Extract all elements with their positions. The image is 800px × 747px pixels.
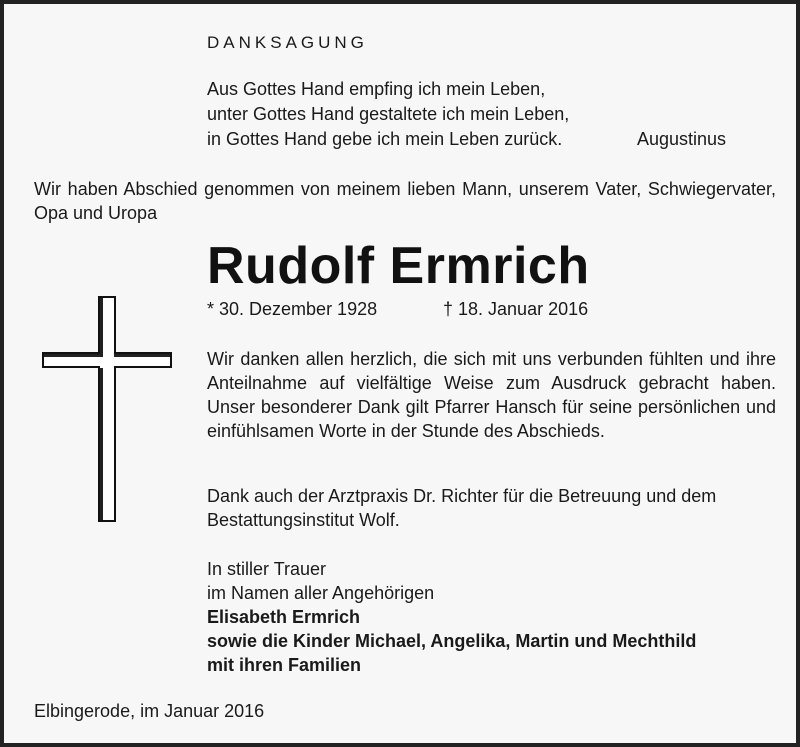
death-date: † 18. Januar 2016 — [443, 299, 589, 319]
birth-date: * 30. Dezember 1928 — [207, 299, 378, 319]
thanks-paragraph: Wir danken allen herzlich, die sich mit uns verbunden fühlten und ihre Anteilnahme auf vielfältige Weise zum Ausdruck gebracht haben. Unser besonderer Dank gilt Pfarrer Hansch für seine persönlichen und einfühlsamen Worte in der Stunde des Abschieds. — [207, 349, 776, 441]
deceased-name: Rudolf Ermrich — [207, 237, 590, 295]
quote — [207, 77, 767, 152]
life-dates — [207, 299, 589, 320]
signoff-line: In stiller Trauer — [207, 559, 327, 579]
thanks-paragraph-2: Dank auch der Arztpraxis Dr. Richter für die Betreuung und dem Bestattungsinstitut Wolf. — [207, 486, 717, 530]
quote-line: unter Gottes Hand gestaltete ich mein Leben, — [207, 104, 570, 124]
signoff-line: im Namen aller Angehörigen — [207, 583, 435, 603]
children-names: sowie die Kinder Michael, Angelika, Martin und Mechthild — [207, 631, 697, 651]
widow-name: Elisabeth Ermrich — [207, 607, 361, 627]
families-line: mit ihren Familien — [207, 655, 362, 675]
intro-text: Wir haben Abschied genommen von meinem lieben Mann, unserem Vater, Schwiegervater, Opa und Uropa — [34, 179, 776, 223]
heading: DANKSAGUNG — [207, 33, 368, 52]
quote-line: Aus Gottes Hand empfing ich mein Leben, — [207, 79, 546, 99]
quote-line: in Gottes Hand gebe ich mein Leben zurück. — [207, 129, 563, 149]
quote-author: Augustinus — [637, 129, 727, 149]
signoff — [207, 557, 696, 677]
cross-icon — [40, 294, 174, 524]
place-date: Elbingerode, im Januar 2016 — [34, 701, 265, 721]
